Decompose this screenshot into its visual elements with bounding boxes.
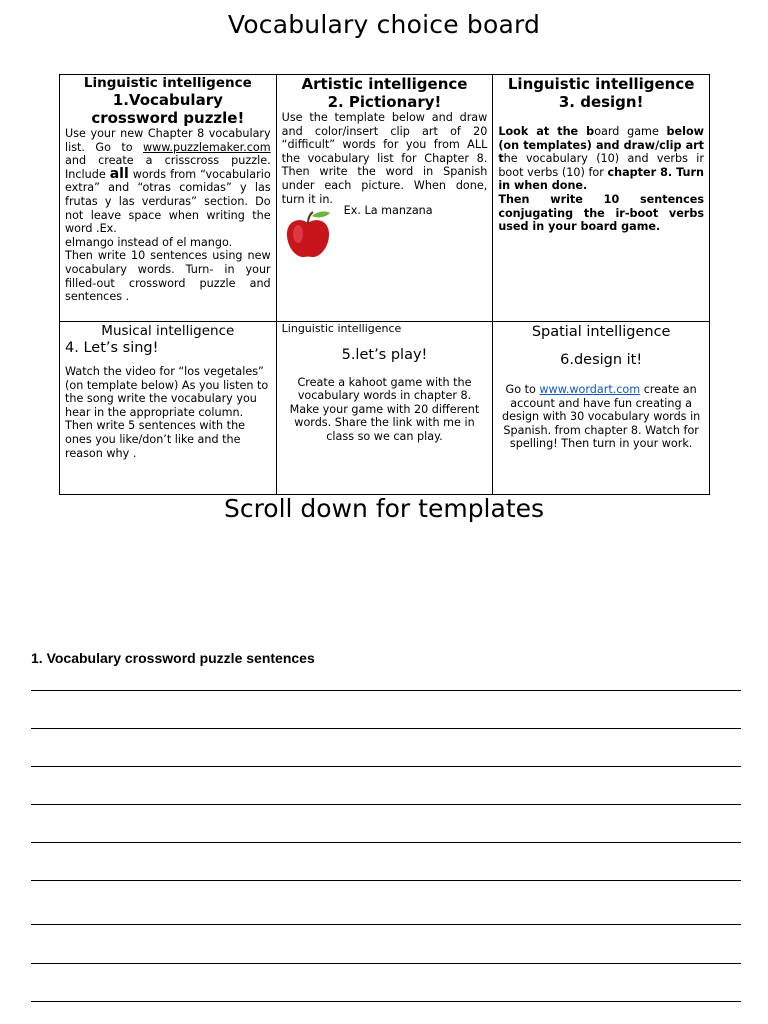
apple-icon: [282, 208, 334, 260]
cell-category: Linguistic intelligence: [507, 75, 695, 93]
cell-lets-play: [276, 322, 493, 495]
cell-body: Look at the board game below (on templates) and draw/clip art the vocabulary (10) and verbs ir boot verbs (10) for chapter 8. Turn in when done.: [498, 125, 704, 193]
section-heading: 1. Vocabulary crossword puzzle sentences: [31, 650, 315, 666]
writing-line: [31, 766, 741, 767]
cell-body: elmango instead of el mango.: [65, 235, 233, 249]
cell-body: Use your new Chapter 8 vocabulary list. Go to www.puzzlemaker.com and create a crisscross puzzle. Include all words from “vocabulario extra” and “otras comidas” y las frutas y las verduras” section. Do not leave space when writing the word .Ex.: [65, 127, 271, 236]
cell-body: Watch the video for “los vegetales” (on template below) As you listen to the song write the vocabulary you hear in the appropriate column. Then write 5 sentences with the ones you like/don’t like and the reason why .: [65, 365, 269, 460]
writing-line: [31, 924, 741, 925]
cell-body: Then write 10 sentences using new vocabulary words. Turn- in your filled-out crossword puzzle and sentences .: [65, 249, 271, 304]
cell-heading: 5.let’s play!: [341, 346, 428, 363]
cell-design-it: [493, 322, 710, 495]
example-text: Ex. La manzana: [343, 204, 433, 218]
cell-body: Then write 10 sentences conjugating the ir-boot verbs used in your board game.: [498, 192, 704, 234]
writing-line: [31, 842, 741, 843]
writing-line: [31, 728, 741, 729]
cell-category: Musical intelligence: [101, 323, 235, 339]
writing-line: [31, 804, 741, 805]
puzzlemaker-link[interactable]: www.puzzlemaker.com: [143, 140, 271, 154]
writing-line: [31, 963, 741, 964]
cell-body: Go to www.wordart.com create an account and have fun creating a design with 30 vocabulary words in Spanish. from chapter 8. Watch for spelling! Then turn in your work.: [502, 383, 701, 451]
writing-line: [31, 690, 741, 691]
cell-body: Create a kahoot game with the vocabulary words in chapter 8. Make your game with 20 different words. Share the link with me in class so we can play.: [289, 375, 480, 443]
cell-category: Linguistic intelligence: [83, 75, 252, 91]
scroll-note: Scroll down for templates: [223, 494, 545, 523]
cell-heading: crossword puzzle!: [91, 109, 245, 127]
cell-heading: 3. design!: [558, 93, 644, 111]
cell-heading: 2. Pictionary!: [327, 93, 442, 111]
cell-heading: 4. Let’s sing!: [65, 340, 159, 356]
writing-line: [31, 880, 741, 881]
cell-lets-sing: [60, 322, 277, 495]
writing-line: [31, 1001, 741, 1002]
cell-design-board-game: [493, 75, 710, 322]
cell-heading: 6.design it!: [560, 352, 643, 368]
cell-category: Linguistic intelligence: [281, 322, 402, 335]
cell-pictionary: [276, 75, 493, 322]
choice-board-table: [59, 74, 710, 495]
cell-heading: 1.Vocabulary: [112, 91, 223, 109]
cell-category: Spatial intelligence: [531, 324, 671, 340]
page-title: Vocabulary choice board: [227, 10, 541, 39]
cell-vocabulary-crossword: [60, 75, 277, 322]
wordart-link[interactable]: www.wordart.com: [539, 383, 641, 396]
cell-body: Use the template below and draw and color/insert clip art of 20 “difficult” words for you from ALL the vocabulary list for Chapter 8. Then write the word in Spanish under each picture. When done, turn it in.: [281, 111, 488, 206]
cell-category: Artistic intelligence: [301, 75, 468, 93]
